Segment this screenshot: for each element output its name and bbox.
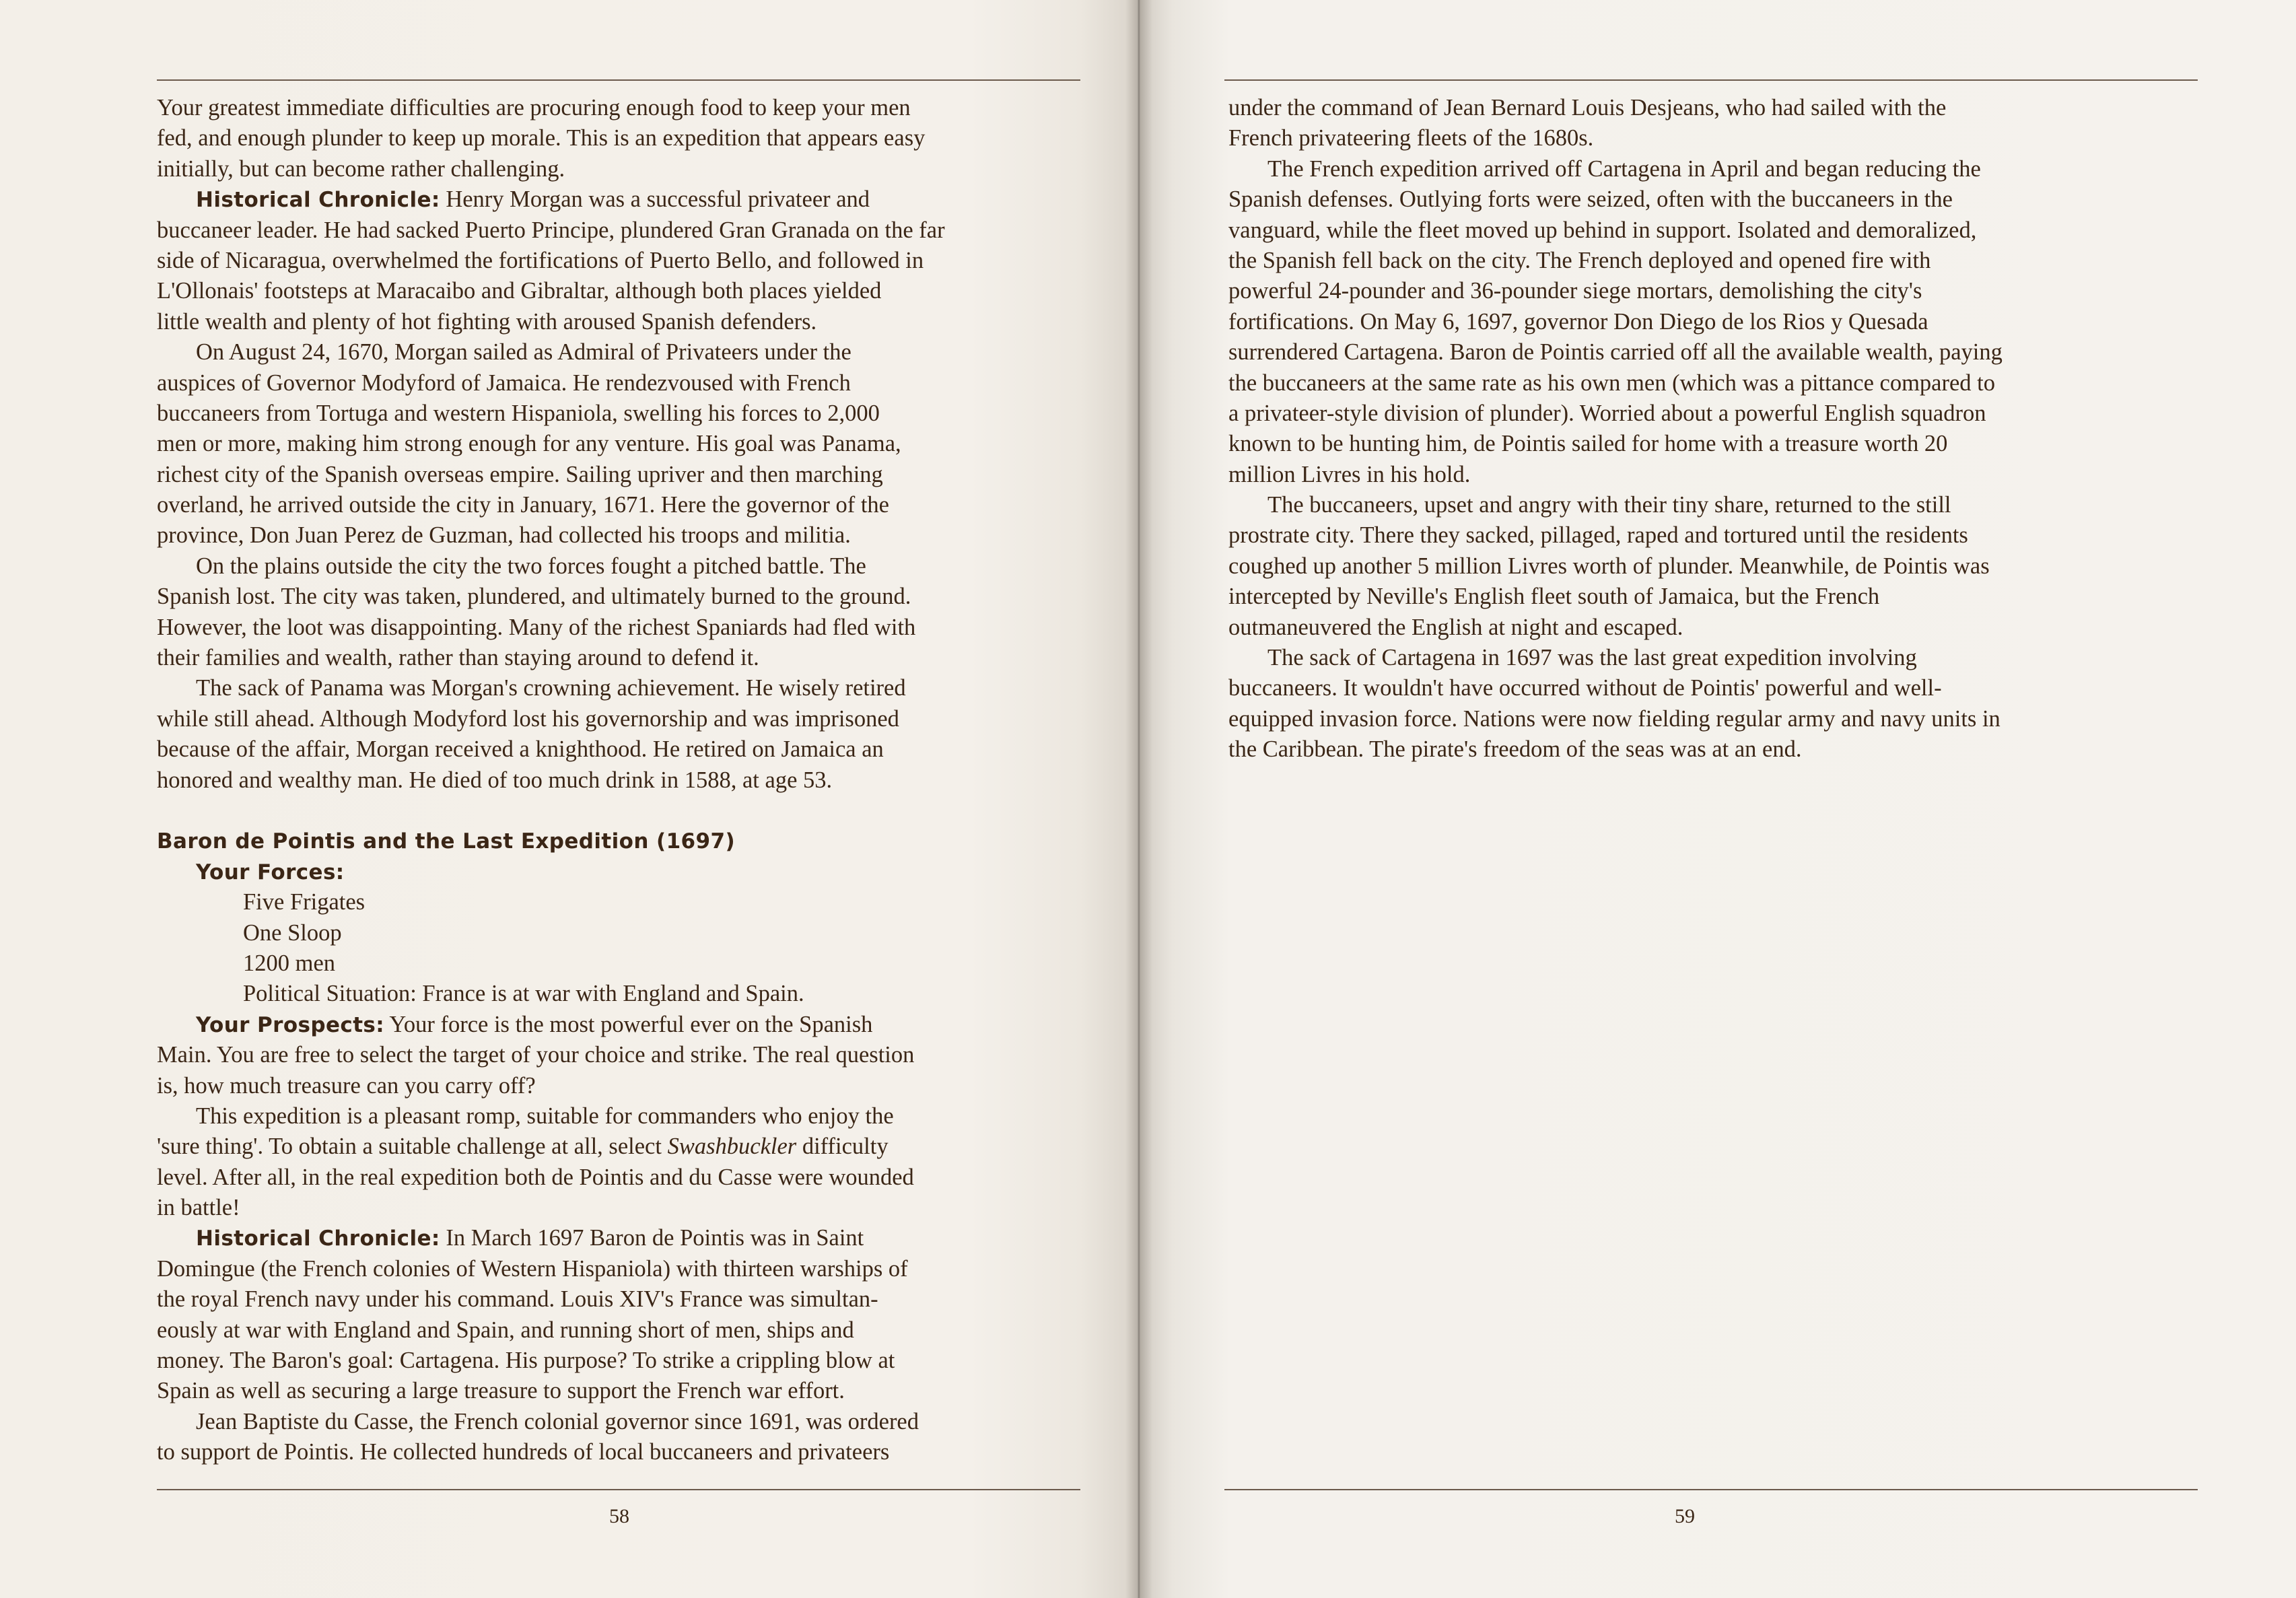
line-text: richest city of the Spanish overseas empire. Sailing upriver and then marching xyxy=(157,461,883,487)
line-text: equipped invasion force. Nations were now fielding regular army and navy units in xyxy=(1228,705,2001,732)
text-line xyxy=(157,1223,1099,1253)
bottom-rule xyxy=(157,1489,1080,1490)
text-line xyxy=(157,796,1099,826)
line-text: under the command of Jean Bernard Louis Desjeans, who had sailed with the xyxy=(1228,95,1947,120)
text-line xyxy=(1228,460,2211,490)
text-line xyxy=(157,1376,1099,1406)
text-line xyxy=(157,857,1099,887)
text-line xyxy=(157,1040,1099,1070)
line-text: the Caribbean. The pirate's freedom of the seas was at an end. xyxy=(1228,736,1802,763)
text-line xyxy=(1228,307,2211,337)
text-line xyxy=(157,307,1099,337)
line-text: vanguard, while the fleet moved up behind in support. Isolated and demoralized, xyxy=(1228,217,1977,243)
run-in-heading: Your Prospects: xyxy=(196,1012,385,1037)
text-line xyxy=(157,276,1099,306)
line-text: The sack of Panama was Morgan's crowning achievement. He wisely retired xyxy=(196,675,906,701)
line-text: L'Ollonais' footsteps at Maracaibo and Gibraltar, although both places yielded xyxy=(157,278,882,304)
text-line xyxy=(1228,123,2211,153)
text-line xyxy=(1228,429,2211,459)
line-text: buccaneers from Tortuga and western Hispaniola, swelling his forces to 2,000 xyxy=(157,400,880,426)
line-text: Spanish defenses. Outlying forts were seized, often with the buccaneers in the xyxy=(1228,186,1953,213)
bottom-rule xyxy=(1224,1489,2198,1490)
line-text: men or more, making him strong enough for any venture. His goal was Panama, xyxy=(157,431,901,457)
line-text: outmaneuvered the English at night and escaped. xyxy=(1228,614,1683,640)
text-line xyxy=(1228,704,2211,734)
text-line xyxy=(157,1132,1099,1162)
line-text: while still ahead. Although Modyford lost his governorship and was imprisoned xyxy=(157,705,899,732)
text-line xyxy=(1228,582,2211,612)
text-line xyxy=(157,1284,1099,1315)
line-text: difficulty xyxy=(796,1134,889,1160)
line-text: initially, but can become rather challenging. xyxy=(157,155,565,182)
line-text: Five Frigates xyxy=(243,889,366,915)
text-line xyxy=(157,948,1099,979)
text-line xyxy=(1228,368,2211,398)
text-line xyxy=(1228,490,2211,520)
line-text: 1200 men xyxy=(243,950,336,976)
line-text: Spain as well as securing a large treasure to support the French war effort. xyxy=(157,1378,845,1404)
text-line xyxy=(1228,184,2211,215)
text-line xyxy=(1228,398,2211,429)
text-line xyxy=(157,429,1099,459)
line-text: their families and wealth, rather than staying around to defend it. xyxy=(157,645,759,671)
line-text: level. After all, in the real expedition both de Pointis and du Casse were wounded xyxy=(157,1164,914,1190)
line-text: side of Nicaragua, overwhelmed the fortifications of Puerto Bello, and followed in xyxy=(157,247,924,273)
italic-term: Swashbuckler xyxy=(667,1134,797,1160)
line-text: honored and wealthy man. He died of too much drink in 1588, at age 53. xyxy=(157,767,833,793)
line-text: in battle! xyxy=(157,1195,240,1221)
text-line xyxy=(157,215,1099,246)
right-page-body xyxy=(1228,93,2211,765)
text-line xyxy=(157,1071,1099,1101)
line-text: buccaneer leader. He had sacked Puerto Principe, plundered Gran Granada on the far xyxy=(157,217,945,243)
line-text: surrendered Cartagena. Baron de Pointis carried off all the available wealth, paying xyxy=(1228,339,2003,366)
line-text: The French expedition arrived off Cartagena in April and began reducing the xyxy=(1267,155,1981,182)
text-line xyxy=(157,1437,1099,1467)
line-text: the royal French navy under his command. Louis XIV's France was simultan- xyxy=(157,1286,878,1313)
text-line xyxy=(157,582,1099,612)
text-line xyxy=(157,979,1099,1009)
right-page xyxy=(1138,0,2296,1598)
line-text: powerful 24-pounder and 36-pounder siege mortars, demolishing the city's xyxy=(1228,278,1922,304)
text-line xyxy=(157,520,1099,551)
text-line xyxy=(157,704,1099,734)
line-text: the Spanish fell back on the city. The French deployed and opened fire with xyxy=(1228,247,1931,273)
text-line xyxy=(1228,673,2211,703)
line-text: intercepted by Neville's English fleet south of Jamaica, but the French xyxy=(1228,584,1880,610)
text-line xyxy=(1228,215,2211,246)
line-text: auspices of Governor Modyford of Jamaica. He rendezvoused with French xyxy=(157,370,851,396)
text-line xyxy=(157,734,1099,765)
text-line xyxy=(157,1407,1099,1437)
line-text: province, Don Juan Perez de Guzman, had collected his troops and militia. xyxy=(157,522,851,549)
line-text: is, how much treasure can you carry off? xyxy=(157,1072,536,1099)
line-text: On August 24, 1670, Morgan sailed as Admiral of Privateers under the xyxy=(196,339,851,366)
line-text: because of the affair, Morgan received a knighthood. He retired on Jamaica an xyxy=(157,736,884,763)
text-line xyxy=(1228,154,2211,184)
text-line xyxy=(157,673,1099,703)
text-line xyxy=(157,765,1099,796)
line-text: money. The Baron's goal: Cartagena. His purpose? To strike a crippling blow at xyxy=(157,1348,895,1374)
text-line xyxy=(1228,93,2211,123)
text-line xyxy=(157,368,1099,398)
line-text: Your greatest immediate difficulties are procuring enough food to keep your men xyxy=(157,95,911,120)
text-line xyxy=(157,918,1099,948)
text-line xyxy=(157,490,1099,520)
top-rule xyxy=(1224,79,2198,81)
line-text: The buccaneers, upset and angry with their tiny share, returned to the still xyxy=(1267,492,1951,518)
line-text: One Sloop xyxy=(243,919,342,946)
text-line xyxy=(157,337,1099,368)
line-text: little wealth and plenty of hot fighting with aroused Spanish defenders. xyxy=(157,308,817,335)
book-gutter xyxy=(1125,0,1152,1598)
line-text: Henry Morgan was a successful privateer and xyxy=(440,186,870,213)
text-line xyxy=(157,123,1099,153)
line-text: The sack of Cartagena in 1697 was the last great expedition involving xyxy=(1267,645,1917,671)
line-text: coughed up another 5 million Livres worth of plunder. Meanwhile, de Pointis was xyxy=(1228,553,1990,579)
line-text: French privateering fleets of the 1680s. xyxy=(1228,125,1594,151)
text-line xyxy=(157,1010,1099,1040)
page-number: 59 xyxy=(1675,1505,1695,1527)
run-in-heading: Historical Chronicle: xyxy=(196,188,440,213)
text-line xyxy=(1228,643,2211,673)
text-line xyxy=(1228,520,2211,551)
line-text: eously at war with England and Spain, and running short of men, ships and xyxy=(157,1317,854,1343)
text-line xyxy=(157,1254,1099,1284)
left-page xyxy=(0,0,1138,1598)
left-page-body xyxy=(157,93,1099,1468)
line-text: fortifications. On May 6, 1697, governor Don Diego de los Rios y Quesada xyxy=(1228,308,1928,335)
run-in-heading: Your Forces: xyxy=(196,860,345,884)
text-line xyxy=(157,643,1099,673)
text-line xyxy=(157,1193,1099,1223)
text-line xyxy=(157,246,1099,276)
line-text: million Livres in his hold. xyxy=(1228,461,1471,487)
line-text: prostrate city. There they sacked, pillaged, raped and tortured until the residents xyxy=(1228,522,1968,549)
line-text: This expedition is a pleasant romp, suitable for commanders who enjoy the xyxy=(196,1103,894,1129)
line-text: However, the loot was disappointing. Many of the richest Spaniards had fled with xyxy=(157,614,916,640)
line-text: Domingue (the French colonies of Western Hispaniola) with thirteen warships of xyxy=(157,1255,908,1282)
line-text: Political Situation: France is at war with England and Spain. xyxy=(243,981,804,1007)
line-text: Jean Baptiste du Casse, the French colonial governor since 1691, was ordered xyxy=(196,1408,919,1434)
text-line xyxy=(157,1162,1099,1193)
line-text: Spanish lost. The city was taken, plundered, and ultimately burned to the ground. xyxy=(157,584,911,610)
text-line xyxy=(157,184,1099,215)
text-line xyxy=(157,154,1099,184)
text-line xyxy=(157,398,1099,429)
line-text: Your force is the most powerful ever on the Spanish xyxy=(384,1011,873,1037)
section-heading: Baron de Pointis and the Last Expedition (1697) xyxy=(157,829,736,854)
line-text: known to be hunting him, de Pointis sailed for home with a treasure worth 20 xyxy=(1228,431,1948,457)
text-line xyxy=(157,1101,1099,1132)
text-line xyxy=(1228,613,2211,643)
line-text: In March 1697 Baron de Pointis was in Saint xyxy=(440,1225,864,1251)
line-text: buccaneers. It wouldn't have occurred without de Pointis' powerful and well- xyxy=(1228,675,1942,701)
text-line xyxy=(157,887,1099,917)
text-line xyxy=(157,1315,1099,1346)
line-text: to support de Pointis. He collected hundreds of local buccaneers and privateers xyxy=(157,1439,890,1465)
text-line xyxy=(1228,337,2211,368)
text-line xyxy=(1228,246,2211,276)
text-line xyxy=(157,551,1099,582)
run-in-heading: Historical Chronicle: xyxy=(196,1226,440,1251)
top-rule xyxy=(157,79,1080,81)
line-text: Main. You are free to select the target of your choice and strike. The real question xyxy=(157,1042,915,1068)
page-number: 58 xyxy=(609,1505,629,1527)
text-line xyxy=(1228,734,2211,765)
text-line xyxy=(1228,551,2211,582)
text-line xyxy=(1228,276,2211,306)
text-line xyxy=(157,613,1099,643)
text-line xyxy=(157,1346,1099,1376)
text-line xyxy=(157,826,1099,856)
line-text: the buccaneers at the same rate as his own men (which was a pittance compared to xyxy=(1228,370,1996,396)
line-text: On the plains outside the city the two forces fought a pitched battle. The xyxy=(196,553,866,579)
line-text: overland, he arrived outside the city in January, 1671. Here the governor of the xyxy=(157,492,889,518)
text-line xyxy=(157,460,1099,490)
line-text: 'sure thing'. To obtain a suitable challenge at all, select xyxy=(157,1134,668,1160)
line-text: a privateer-style division of plunder). Worried about a powerful English squadron xyxy=(1228,400,1986,426)
text-line xyxy=(157,93,1099,123)
line-text: fed, and enough plunder to keep up morale. This is an expedition that appears easy xyxy=(157,125,926,151)
